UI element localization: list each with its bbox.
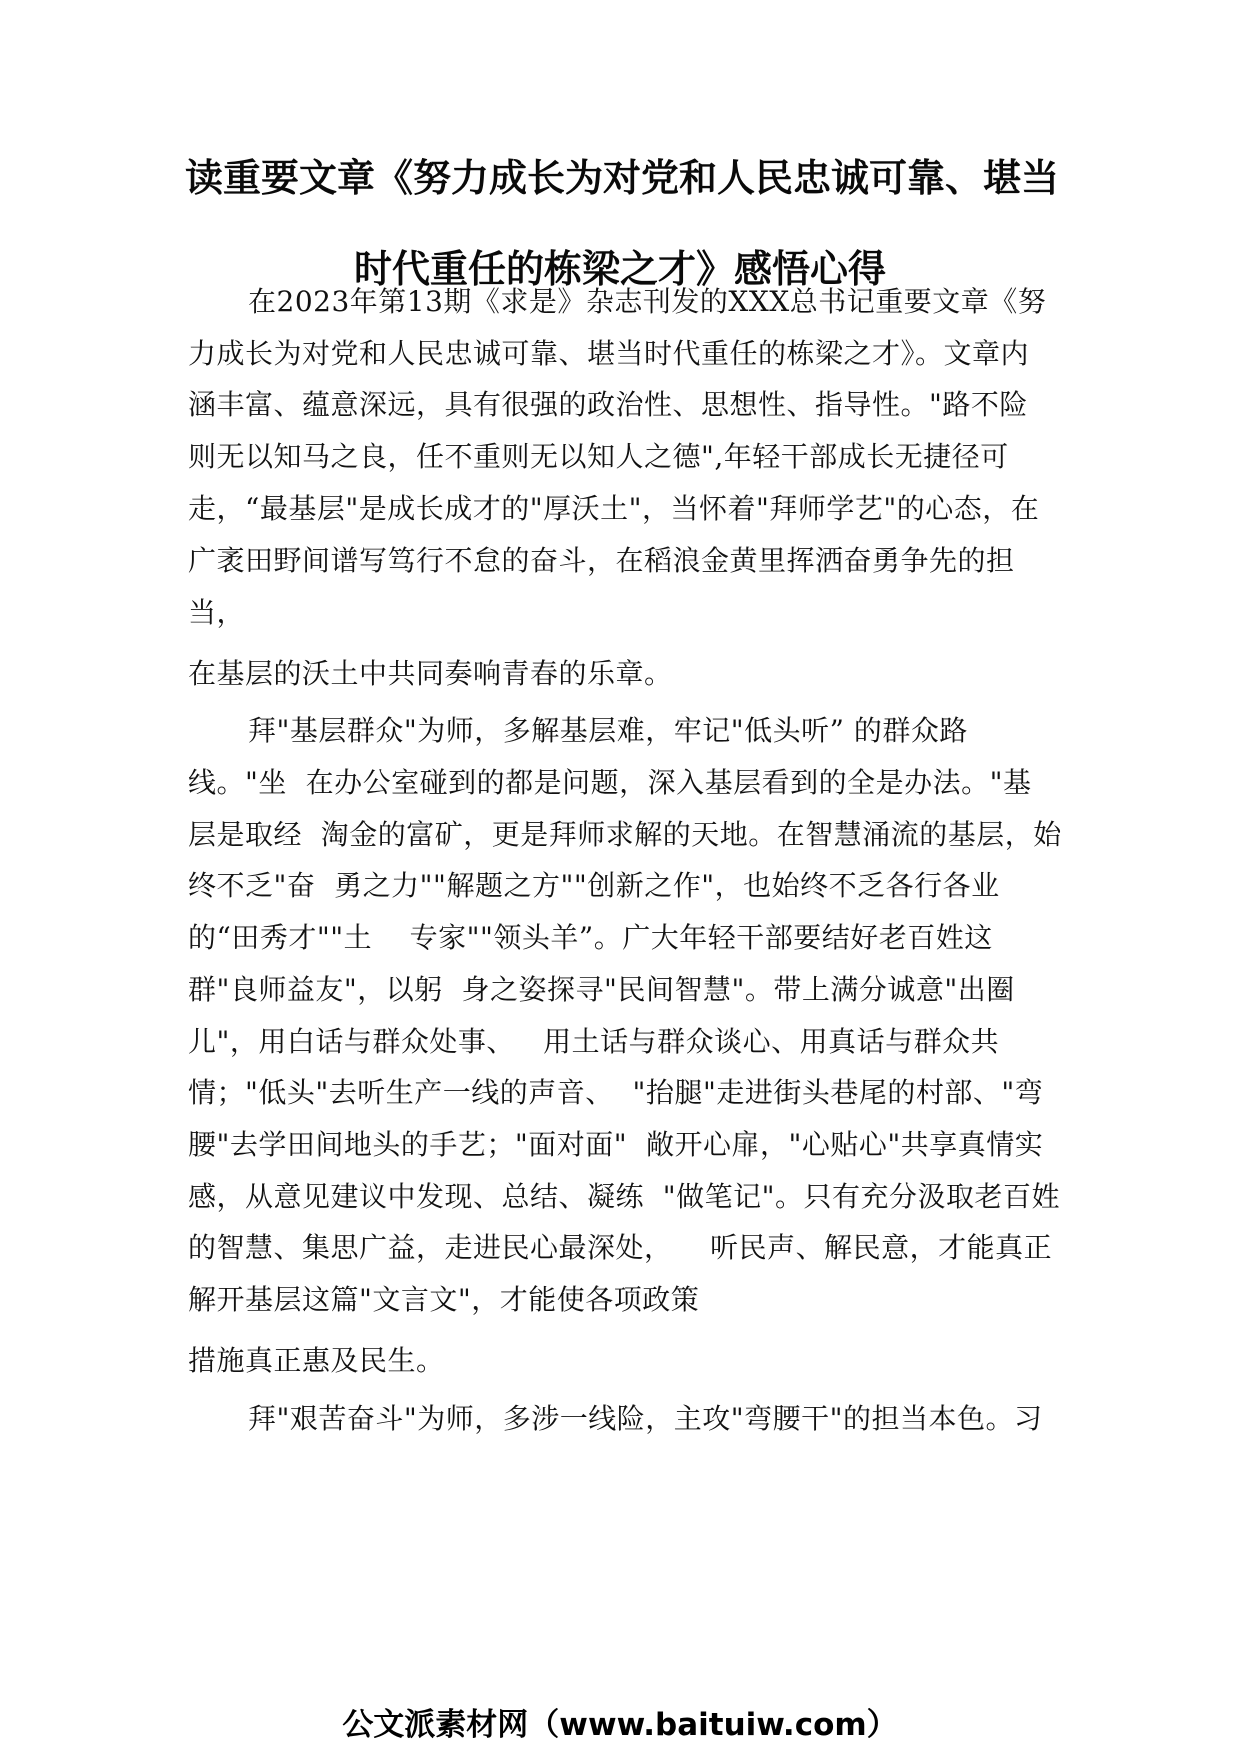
document-title-line-1: 读重要文章《努力成长为对党和人民忠诚可靠、堪当 [185,156,1060,200]
paragraph-line: 线。"坐 在办公室碰到的都是问题，深入基层看到的全是办法。"基 [188,766,1032,799]
paragraph-line: 拜"基层群众"为师，多解基层难，牢记"低头听” 的群众路 [248,714,968,747]
paragraph-line: 走，“最基层"是成长成才的"厚沃土"，当怀着"拜师学艺"的心态，在 [188,492,1040,525]
paragraph-line: 感，从意见建议中发现、总结、凝练 "做笔记"。只有充分汲取老百姓 [188,1180,1061,1213]
paragraph-line: 则无以知马之良，任不重则无以知人之德",年轻干部成长无捷径可 [188,440,1009,473]
paragraph-line: 拜"艰苦奋斗"为师，多涉一线险，主攻"弯腰干"的担当本色。习 [248,1402,1043,1435]
paragraph-line: 腰"去学田间地头的手艺；"面对面" 敞开心扉，"心贴心"共享真情实 [188,1128,1044,1161]
document-title-line-2: 时代重任的栋梁之才》感悟心得 [353,247,886,291]
paragraph-line: 的“田秀才""土 专家""领头羊”。广大年轻干部要结好老百姓这 [188,921,993,954]
paragraph-line: 力成长为对党和人民忠诚可靠、堪当时代重任的栋梁之才》。文章内 [188,337,1030,370]
paragraph-line: 群"良师益友"，以躬 身之姿探寻"民间智慧"。带上满分诚意"出圈 [188,973,1015,1006]
paragraph-line: 当， [188,596,246,629]
paragraph-line: 在基层的沃土中共同奏响青春的乐章。 [188,657,673,690]
paragraph-line: 层是取经 淘金的富矿，更是拜师求解的天地。在智慧涌流的基层，始 [188,818,1062,851]
footer-source-text: 公文派素材网（www.baituiw.com） [342,1707,898,1743]
paragraph-line: 在2023年第13期《求是》杂志刊发的XXX总书记重要文章《努 [248,285,1047,318]
paragraph-line: 儿"，用白话与群众处事、 用土话与群众谈心、用真话与群众共 [188,1025,1000,1058]
paragraph-line: 解开基层这篇"文言文"，才能使各项政策 [188,1283,700,1316]
paragraph-line: 措施真正惠及民生。 [188,1344,445,1377]
paragraph-line: 广袤田野间谱写笃行不怠的奋斗，在稻浪金黄里挥洒奋勇争先的担 [188,544,1015,577]
paragraph-line: 情；"低头"去听生产一线的声音、 "抬腿"走进街头巷尾的村部、"弯 [188,1076,1044,1109]
paragraph-line: 的智慧、集思广益，走进民心最深处， 听民声、解民意，才能真正 [188,1231,1053,1264]
paragraph-line: 终不乏"奋 勇之力""解题之方""创新之作"，也始终不乏各行各业 [188,869,1000,902]
paragraph-line: 涵丰富、蕴意深远，具有很强的政治性、思想性、指导性。"路不险 [188,388,1028,421]
